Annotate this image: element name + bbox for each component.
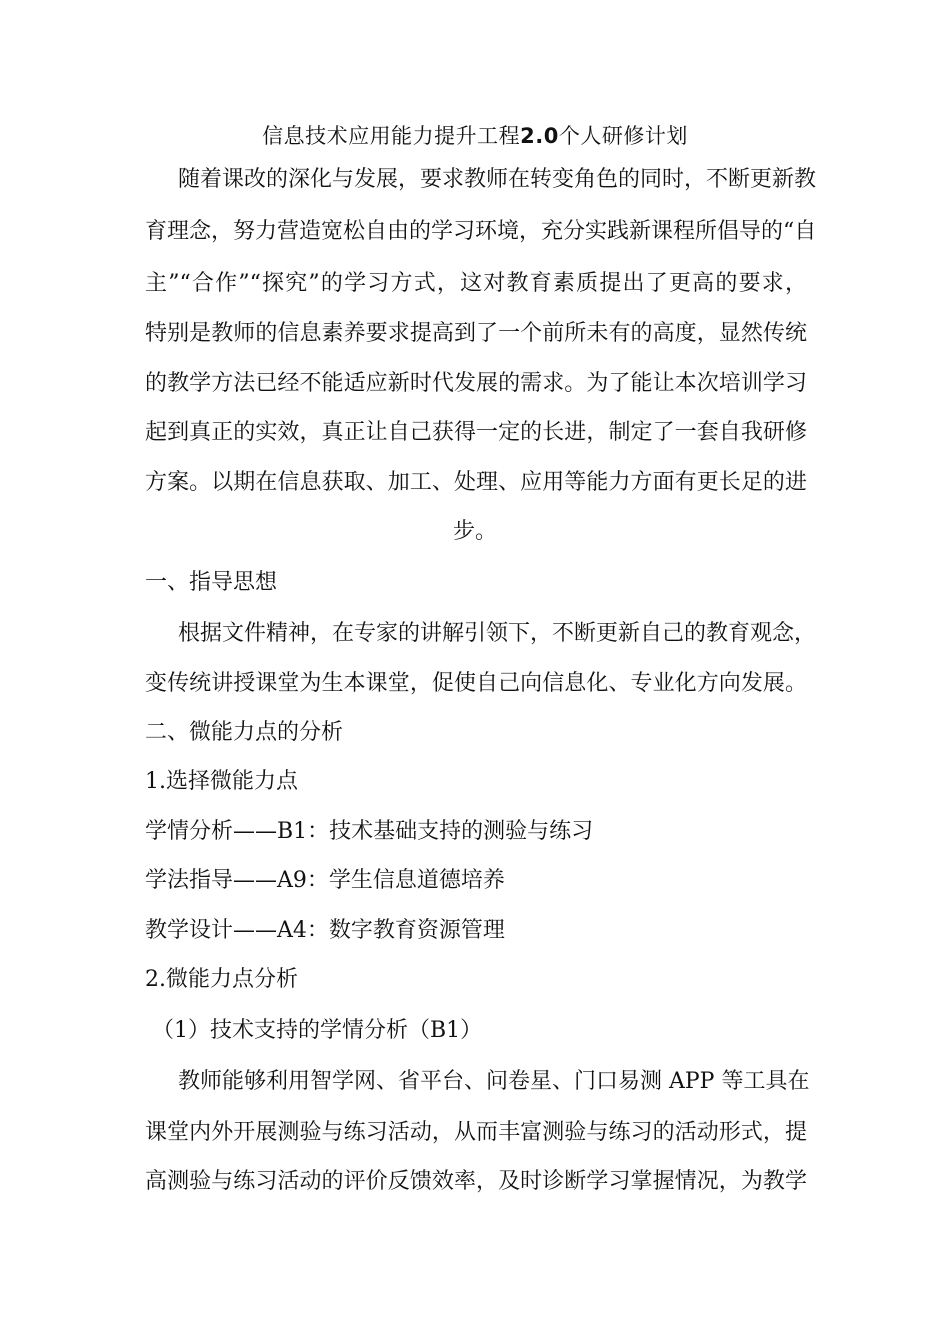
subsection-heading: 1.选择微能力点 bbox=[145, 769, 298, 794]
title-number: 2.0 bbox=[520, 124, 559, 148]
analysis-paragraph-line: 课堂内外开展测验与练习活动，从而丰富测验与练习的活动形式，提 bbox=[145, 1120, 807, 1145]
item-heading: （1）技术支持的学情分析（B1） bbox=[152, 1018, 483, 1043]
intro-paragraph-line: 随着课改的深化与发展，要求教师在转变角色的同时，不断更新教 bbox=[178, 167, 817, 192]
intro-paragraph-line: 育理念，努力营造宽松自由的学习环境，充分实践新课程所倡导的“自 bbox=[145, 219, 817, 244]
title-prefix: 信息技术应用能力提升工程 bbox=[262, 124, 521, 148]
analysis-paragraph-line: 高测验与练习活动的评价反馈效率，及时诊断学习掌握情况，为教学 bbox=[145, 1169, 807, 1194]
guiding-paragraph-line: 变传统讲授课堂为生本课堂，促使自己向信息化、专业化方向发展。 bbox=[145, 671, 807, 696]
section-heading: 一、指导思想 bbox=[145, 570, 278, 595]
intro-paragraph-line: 方案。以期在信息获取、加工、处理、应用等能力方面有更长足的进 bbox=[145, 470, 807, 495]
intro-paragraph-line: 起到真正的实效，真正让自己获得一定的长进，制定了一套自我研修 bbox=[145, 420, 807, 445]
ability-point-item: 教学设计——A4：数字教育资源管理 bbox=[145, 918, 505, 943]
subsection-heading: 2.微能力点分析 bbox=[145, 967, 298, 992]
ability-point-item: 学情分析——B1：技术基础支持的测验与练习 bbox=[145, 819, 594, 844]
document-title bbox=[0, 121, 950, 151]
analysis-paragraph-line: 教师能够利用智学网、省平台、问卷星、门口易测 APP 等工具在 bbox=[178, 1069, 810, 1094]
section-heading: 二、微能力点的分析 bbox=[145, 720, 344, 745]
title-suffix: 个人研修计划 bbox=[558, 124, 688, 148]
ability-point-item: 学法指导——A9：学生信息道德培养 bbox=[145, 868, 505, 893]
guiding-paragraph-line: 根据文件精神，在专家的讲解引领下，不断更新自己的教育观念， bbox=[178, 621, 817, 646]
intro-paragraph-line: 特别是教师的信息素养要求提高到了一个前所未有的高度，显然传统 bbox=[145, 321, 807, 346]
intro-paragraph-line: 主”“合作”“探究”的学习方式，这对教育素质提出了更高的要求， bbox=[145, 271, 807, 296]
intro-paragraph-line: 的教学方法已经不能适应新时代发展的需求。为了能让本次培训学习 bbox=[145, 371, 807, 396]
intro-paragraph-line: 步。 bbox=[452, 519, 497, 544]
